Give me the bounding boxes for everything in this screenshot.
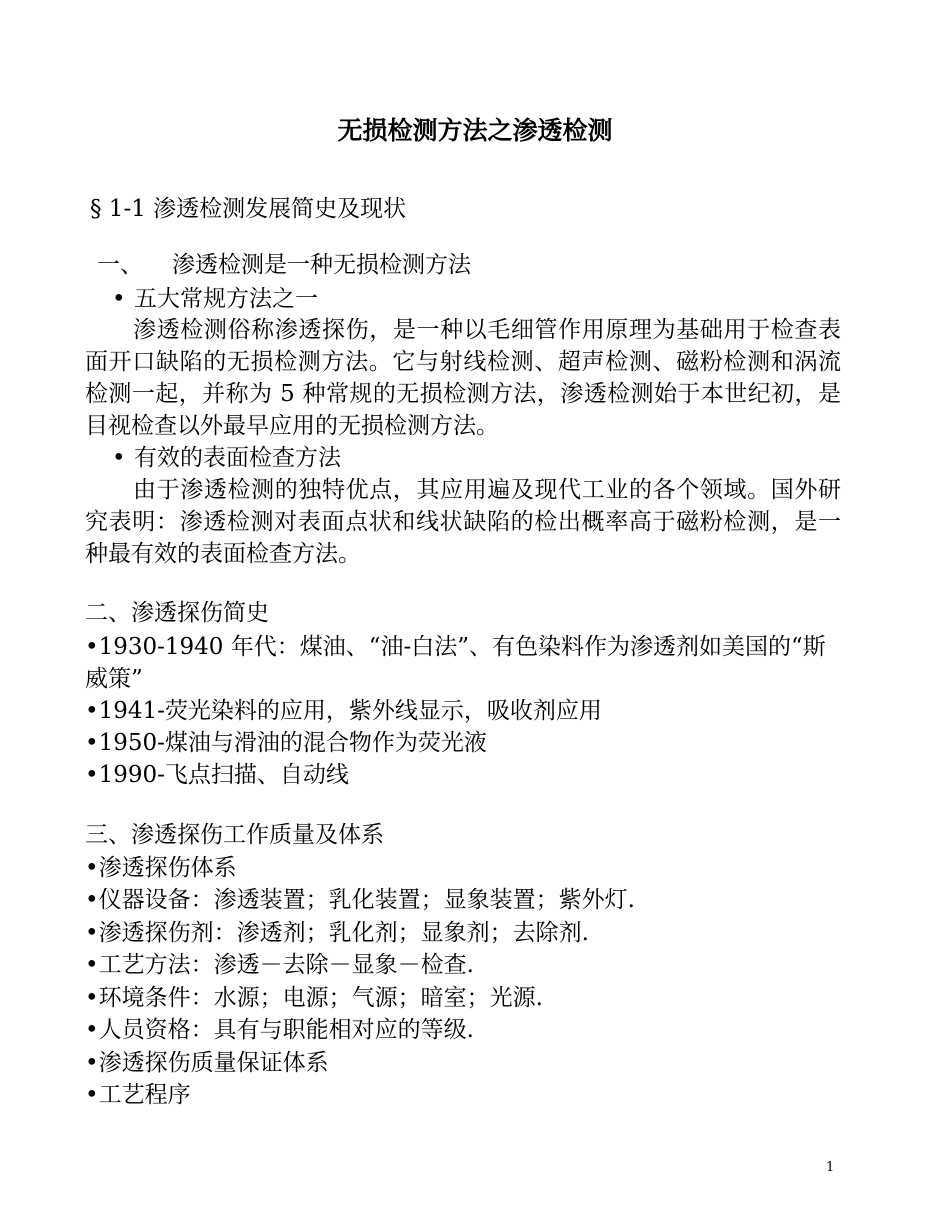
history-item-continued: 威策”	[85, 666, 143, 692]
bullet-text: 有效的表面检查方法	[134, 445, 341, 471]
system-item: •仪器设备：渗透装置；乳化装置；显象装置；紫外灯.	[85, 887, 635, 913]
history-item: •1990-飞点扫描、自动线	[85, 762, 349, 788]
history-item: •1950-煤油与滑油的混合物作为荧光液	[85, 730, 487, 756]
bullet-mark: •	[112, 445, 126, 471]
part1-heading-number: 一、	[97, 252, 143, 278]
system-item: •工艺程序	[85, 1082, 191, 1108]
history-item: •1930-1940 年代：煤油、“油-白法”、有色染料作为渗透剂如美国的“斯	[85, 634, 826, 660]
part3-heading: 三、渗透探伤工作质量及体系	[85, 822, 384, 848]
history-item: •1941-荧光染料的应用，紫外线显示，吸收剂应用	[85, 698, 602, 724]
part1-bullet-1	[112, 283, 318, 315]
bullet-text: 五大常规方法之一	[134, 286, 318, 312]
part1-paragraph-2: 由于渗透检测的独特优点，其应用遍及现代工业的各个领域。国外研究表明：渗透检测对表面点状和线状缺陷的检出概率高于磁粉检测，是一种最有效的表面检查方法。	[85, 477, 841, 567]
part1-heading: 渗透检测是一种无损检测方法	[172, 252, 471, 278]
bullet-mark: •	[112, 286, 126, 312]
document-title: 无损检测方法之渗透检测	[337, 116, 613, 145]
system-item: •人员资格：具有与职能相对应的等级.	[85, 1017, 474, 1043]
system-item: •渗透探伤体系	[85, 855, 237, 881]
part2-heading: 二、渗透探伤简史	[85, 600, 269, 626]
system-item: •渗透探伤剂：渗透剂；乳化剂；显象剂；去除剂.	[85, 920, 589, 946]
part1-bullet-2	[112, 442, 341, 474]
page-number: 1	[826, 1160, 835, 1175]
section-heading: § 1-1 渗透检测发展简史及现状	[90, 196, 407, 222]
system-item: •工艺方法：渗透－去除－显象－检查.	[85, 952, 474, 978]
system-item: •环境条件：水源；电源；气源；暗室；光源.	[85, 985, 543, 1011]
system-item: •渗透探伤质量保证体系	[85, 1050, 329, 1076]
part1-paragraph-1: 渗透检测俗称渗透探伤，是一种以毛细管作用原理为基础用于检查表面开口缺陷的无损检测方法。它与射线检测、超声检测、磁粉检测和涡流检测一起，并称为 5 种常规的无损检测方法，渗透检测始于本世纪初，是目视检查以外最早应用的无损检测方法。	[85, 317, 841, 439]
